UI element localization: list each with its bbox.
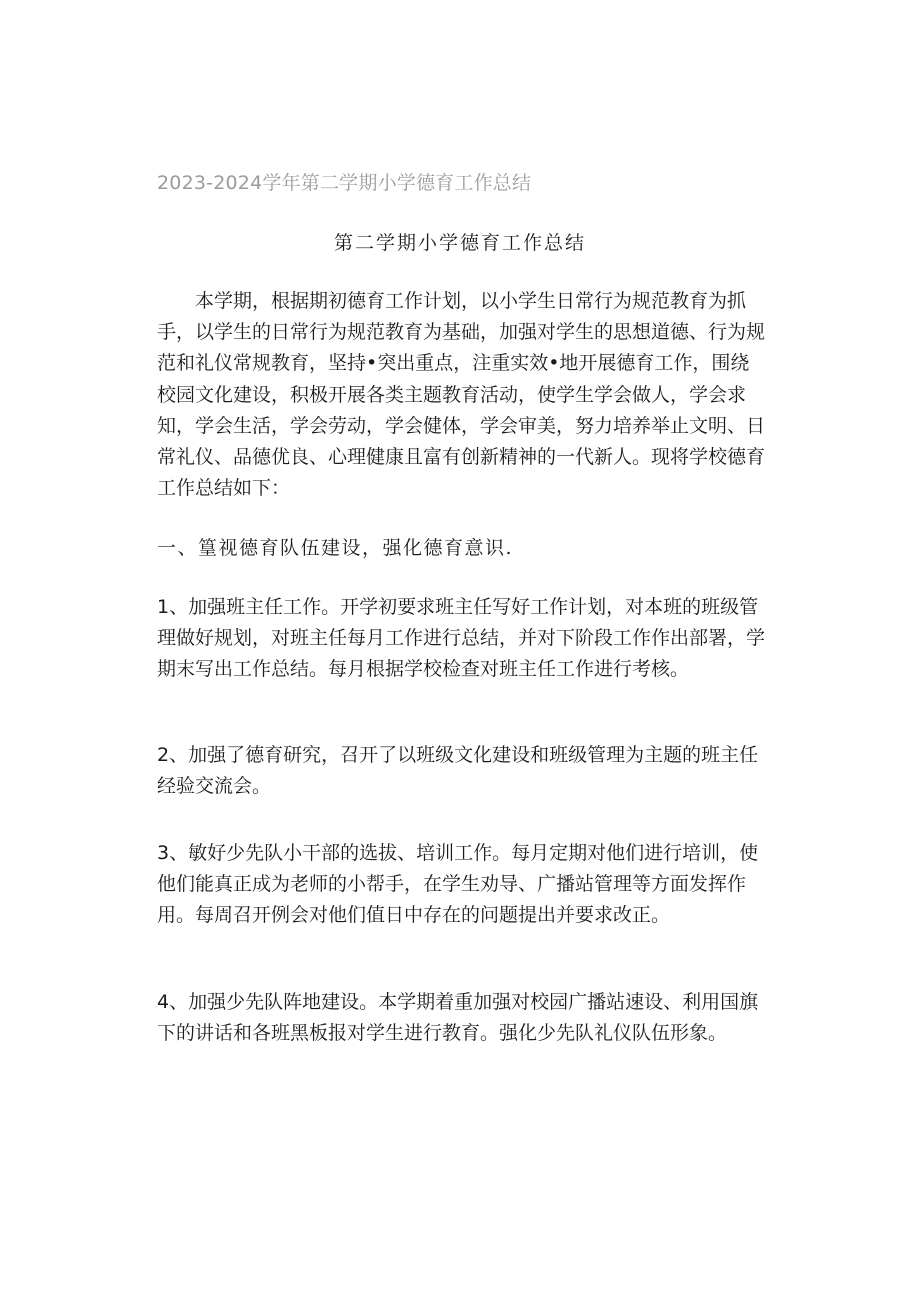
intro-paragraph: 本学期，根据期初德育工作计划，以小学生日常行为规范教育为抓手，以学生的日常行为规范教育为基础，加强对学生的思想道德、行为规范和礼仪常规教育，坚持•突出重点，注重实效•地开展德育工作，围绕校园文化建设，积极开展各类主题教育活动，使学生学会做人，学会求知，学会生活，学会劳动，学会健体，学会审美，努力培养举止文明、日常礼仪、品德优良、心理健康且富有创新精神的一代新人。现将学校德育工作总结如下：	[157, 290, 766, 500]
list-item: 3、敏好少先队小干部的选拔、培训工作。每月定期对他们进行培训，使他们能真正成为老师的小帮手，在学生劝导、广播站管理等方面发挥作用。每周召开例会对他们值日中存在的问题提出并要求改正。	[157, 842, 759, 927]
list-item: 4、加强少先队阵地建设。本学期着重加强对校园广播站速设、利用国旗下的讲话和各班黑板报对学生进行教育。强化少先队礼仪队伍形象。	[157, 991, 759, 1045]
list-item: 1、加强班主任工作。开学初要求班主任写好工作计划，对本班的班级管理做好规划，对班主任每月工作进行总结，并对下阶段工作作出部署，学期末写出工作总结。每月根据学校检查对班主任工作进行考核。	[157, 596, 766, 681]
list-item: 2、加强了德育研究，召开了以班级文化建设和班级管理为主题的班主任经验交流会。	[157, 744, 759, 798]
document-header: 2023-2024学年第二学期小学德育工作总结	[157, 172, 532, 194]
section-heading: 一、篁视德育队伍建设，强化德育意识.	[157, 537, 514, 559]
document-title: 第二学期小学德育工作总结	[333, 232, 586, 254]
